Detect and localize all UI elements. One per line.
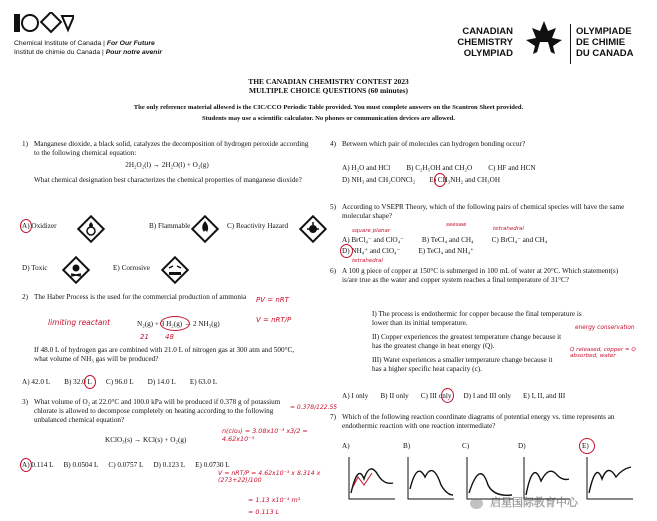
q6-statement-3: III) Water experiences a smaller temperature change because it has a higher specific heat capacity (c). bbox=[372, 356, 553, 373]
maple-leaf-flask-icon bbox=[522, 18, 566, 67]
q7-diagram-e bbox=[586, 455, 634, 505]
q7-label-d[interactable]: D) bbox=[518, 442, 526, 450]
annotation-q3-m: = 0.378/122.55 bbox=[290, 404, 338, 411]
watermark: 启星国际教育中心 bbox=[470, 494, 578, 510]
q4-option-b[interactable]: B) C₂H₅OH and CH₂O bbox=[406, 164, 473, 172]
answer-circle bbox=[20, 219, 32, 233]
olympiad-name-en: CANADIAN CHEMISTRY OLYMPIAD bbox=[457, 26, 513, 59]
answer-circle bbox=[579, 438, 595, 454]
annotation-q3-n: n(clo₃) = 3.08x10⁻³ x3/2 = 4.62x10⁻³ bbox=[222, 427, 308, 443]
answer-circle bbox=[20, 458, 32, 472]
q1-equation: 2H₂O₂(l) → 2H₂O(l) + O₂(g) bbox=[125, 161, 209, 169]
question-6: 6) A 100 g piece of copper at 150°C is submerged in 100 mL of water at 20°C. Which statement(s) is/are true as the water and copper system reaches a final temperature of 31°C? bbox=[330, 267, 619, 284]
q7-label-e[interactable]: E) bbox=[582, 442, 589, 450]
q3-equation: KClO₃(s) → KCl(s) + O₂(g) bbox=[105, 436, 187, 444]
q5-option-a[interactable]: A) BrCl₄⁻ and ClO₄⁻ bbox=[342, 236, 404, 244]
reactivity-icon bbox=[298, 214, 328, 249]
q6-statement-2: II) Copper experiences the greatest temperature change because it has the greatest change in heat energy (Q). bbox=[372, 333, 562, 350]
q2-options bbox=[22, 378, 312, 387]
question-7: 7) Which of the following reaction coordinate diagrams of potential energy vs. time represents an endothermic reaction with one reaction intermediate? bbox=[330, 413, 615, 430]
annotation-energy: energy conservation bbox=[575, 325, 635, 331]
q6-option-b[interactable]: B) II only bbox=[380, 392, 409, 400]
annotation-tetrahedral-2: tetrahedral bbox=[352, 258, 383, 264]
q2-equation: N₂(g) + 3 H₂(g) → 2 NH₃(g) bbox=[137, 320, 220, 328]
olympiad-name-fr: OLYMPIADE DE CHIMIE DU CANADA bbox=[576, 26, 634, 59]
q3-option-a[interactable]: A) 0.114 L bbox=[22, 461, 54, 469]
oxidizer-icon bbox=[76, 214, 106, 249]
wechat-icon bbox=[470, 498, 483, 509]
q4-option-c[interactable]: C) HF and HCN bbox=[488, 164, 536, 172]
answer-circle bbox=[340, 244, 353, 258]
annotation-limiting: limiting reactant bbox=[48, 318, 111, 327]
q6-option-e[interactable]: E) I, II, and III bbox=[522, 392, 566, 400]
question-1: 1) Manganese dioxide, a black solid, catalyzes the decomposition of hydrogen peroxide according to the following chemical equation: 2H₂O₂(l) → 2H₂O(l) + O₂(g) What chemical designation best characterizes the chemical properties of manganese dioxide? bbox=[22, 140, 312, 185]
answer-circle bbox=[441, 388, 454, 403]
q2-option-b[interactable]: B) 32.0 L bbox=[64, 378, 92, 386]
q3-option-e[interactable]: E) 0.0730 L bbox=[195, 461, 230, 469]
cic-logo bbox=[14, 12, 74, 34]
header-divider bbox=[570, 24, 571, 64]
q5-option-c[interactable]: C) BrCl₄⁻ and CH₄ bbox=[491, 236, 548, 244]
q1-ask: What chemical designation best characterizes the chemical properties of manganese dioxide? bbox=[34, 176, 302, 184]
q2-ask: If 48.0 L of hydrogen gas are combined with 21.0 L of nitrogen gas at 300 atm and 500°C, what volume of NH₃ gas will be produced? bbox=[34, 346, 295, 363]
q5-options-row1 bbox=[342, 236, 547, 245]
annotation-square-planar: square planar bbox=[352, 228, 391, 234]
q5-options-row2 bbox=[342, 247, 474, 256]
page-title: THE CANADIAN CHEMISTRY CONTEST 2023 MULTIPLE CHOICE QUESTIONS (60 minutes) bbox=[248, 77, 409, 95]
question-4: 4) Between which pair of molecules can hydrogen bonding occur? bbox=[330, 140, 526, 148]
annotation-tetrahedral: tetrahedral bbox=[493, 226, 524, 232]
flammable-icon bbox=[190, 214, 220, 249]
toxic-icon bbox=[61, 255, 91, 290]
q5-option-d[interactable]: D) NH₄⁺ and ClO₄⁻ bbox=[342, 247, 401, 255]
q7-diagram-b bbox=[407, 455, 455, 505]
q1-option-d[interactable]: D) Toxic bbox=[22, 264, 48, 272]
annotation-q3-v: V = nRT/P = 4.62x10⁻³ x 8.314 x (273+22)/100 bbox=[218, 470, 321, 484]
answer-circle bbox=[434, 173, 446, 187]
q3-option-c[interactable]: C) 0.0757 L bbox=[108, 461, 144, 469]
annotation-q3-res1: = 1.13 x10⁻⁴ m³ bbox=[248, 496, 301, 504]
q2-option-a[interactable]: A) 42.0 L bbox=[22, 378, 51, 386]
q7-label-b[interactable]: B) bbox=[403, 442, 411, 450]
q6-option-d[interactable]: D) I and III only bbox=[463, 392, 511, 400]
question-2: 2) The Haber Process is the used for the commercial production of ammonia bbox=[22, 293, 247, 301]
q5-option-b[interactable]: B) TeCl₄ and CH₄ bbox=[421, 236, 474, 244]
q1-option-c[interactable]: C) Reactivity Hazard bbox=[227, 222, 289, 230]
cic-logo-icon bbox=[14, 12, 74, 34]
q3-option-b[interactable]: B) 0.0504 L bbox=[63, 461, 99, 469]
q3-options bbox=[22, 461, 322, 470]
q7-label-c[interactable]: C) bbox=[462, 442, 470, 450]
q1-option-a[interactable]: A) Oxidizer bbox=[22, 222, 57, 230]
q4-options-row2 bbox=[342, 176, 500, 185]
question-5: 5) According to VSEPR Theory, which of the following pairs of chemical species will have the same molecular shape? bbox=[330, 203, 625, 220]
cic-name-en: Chemical Institute of Canada | For Our Future bbox=[14, 40, 155, 47]
annotation-seesaw: seesaw bbox=[446, 222, 467, 228]
annotation-v: V = nRT/P bbox=[256, 316, 292, 324]
q4-options-row1 bbox=[342, 164, 536, 173]
corrosive-icon bbox=[160, 255, 190, 290]
annotation-q3-res2: = 0.113 L bbox=[248, 508, 280, 516]
question-3: 3) What volume of O₂ at 22.0°C and 100.0 kPa will be produced if 0.378 g of potassium chlorate is allowed to decompose completely on heating according to the following unbalanced chemical equation? bbox=[22, 398, 281, 424]
rules: The only reference material allowed is the CIC/CCO Periodic Table provided. You must complete answers on the Scantron Sheet provided. Students may use a scientific calculator. No phones or communication devices are allowed. bbox=[133, 104, 524, 122]
q2-option-e[interactable]: E) 63.0 L bbox=[189, 378, 218, 386]
q5-option-e[interactable]: E) TeCl₄ and NH₄⁺ bbox=[418, 247, 474, 255]
q3-option-d[interactable]: D) 0.123 L bbox=[153, 461, 186, 469]
q4-option-d[interactable]: D) NH₃ and CH₂CONCl₂ bbox=[342, 176, 416, 184]
q6-option-c[interactable]: C) III only bbox=[420, 392, 452, 400]
q6-option-a[interactable]: A) I only bbox=[342, 392, 369, 400]
q7-diagram-a bbox=[348, 455, 396, 505]
q1-option-e[interactable]: E) Corrosive bbox=[113, 264, 150, 272]
annotation-q: Q released, copper = Q absorbed, water bbox=[570, 347, 636, 359]
annotation-48: 48 bbox=[165, 333, 174, 341]
answer-circle bbox=[84, 375, 96, 389]
q4-option-a[interactable]: A) H₂O and HCl bbox=[342, 164, 391, 172]
q1-option-b[interactable]: B) Flammable bbox=[149, 222, 191, 230]
q2-option-c[interactable]: C) 96.0 L bbox=[105, 378, 134, 386]
q2-option-d[interactable]: D) 14.0 L bbox=[147, 378, 176, 386]
annotation-pv: PV = nRT bbox=[256, 296, 289, 304]
q6-statement-1: I) The process is endothermic for copper because the final temperature is lower than its initial temperature. bbox=[372, 310, 582, 327]
annotation-21: 21 bbox=[140, 333, 149, 341]
q4-option-e[interactable]: E) CH₃NH₂ and CH₃OH bbox=[429, 176, 501, 184]
answer-circle bbox=[160, 316, 190, 331]
cic-name-fr: Institut de chimie du Canada | Pour notre avenir bbox=[14, 49, 162, 56]
q7-label-a[interactable]: A) bbox=[342, 442, 350, 450]
